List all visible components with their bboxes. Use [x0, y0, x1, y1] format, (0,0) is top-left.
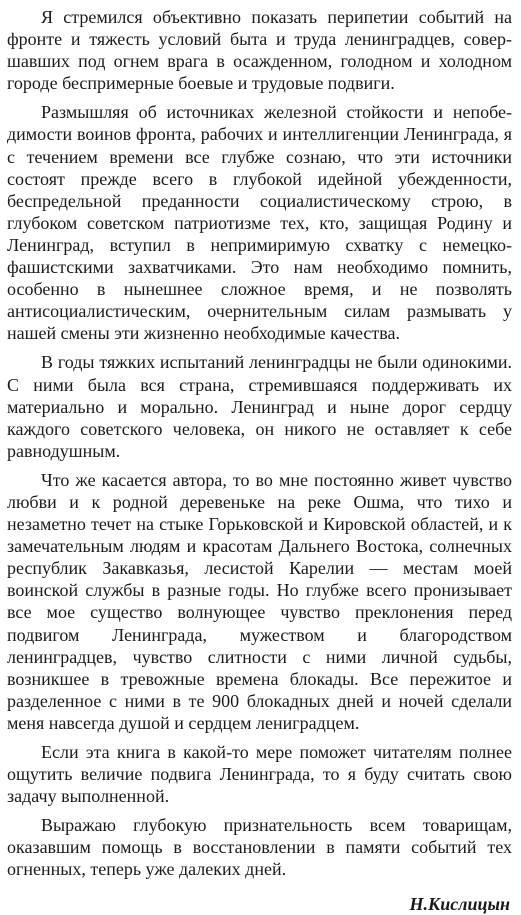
paragraph-3: В годы тяжких испытаний ленинградцы не были одинокими. С ними была вся страна, стремившаяся поддерживать их материально и морально. Ленинград и ныне дорог сердцу каждого советского человека, он никого не оставляет к себе равнодушным. [7, 352, 512, 461]
paragraph-6: Выражаю глубокую признательность всем товарищам, оказавшим помощь в восстановлении в памяти событий тех огненных, теперь уже далеких дней. [7, 815, 512, 880]
paragraph-2: Размышляя об источниках железной стойкости и непобедимости воинов фронта, рабочих и интеллигенции Ленинграда, я с течением времени все глубже сознаю, что эти источники состоят прежде всего в глубокой идейной убежденности, беспредельной преданности социалистическому строю, в глубоком советском патриотизме тех, кто, защищая Родину и Ленинград, вступил в непримиримую схватку с немецко-фашистскими захватчиками. Это нам необходимо помнить, особенно в нынешнее сложное время, и не позволять антисоциалистическим, очернительным силам размывать у нашей смены эти жизненно необходимые качества. [7, 102, 512, 344]
paragraph-5: Если эта книга в какой-то мере поможет читателям полнее ощутить величие подвига Ленинграда, то я буду считать свою задачу выполненной. [7, 742, 512, 807]
paragraph-4: Что же касается автора, то во мне постоянно живет чувство любви и к родной деревеньке на реке Ошма, что тихо и незаметно течет на стыке Горьковской и Кировской областей, и к замечательным людям и красотам Дальнего Востока, солнечных республик Закавказья, лесистой Карелии — местам моей воинской службы в разные годы. Но глубже всего пронизывает все мое существо волнующее чувство преклонения перед подвигом Ленинграда, мужеством и благородством ленинградцев, чувство слитности с ними личной судьбы, возникшее в тревожные времена блокады. Все пережитое и разделенное с ними в те 900 блокадных дней и ночей сделали меня навсегда душой и сердцем лениградцем. [7, 469, 512, 733]
paragraph-1: Я стремился объективно показать перипетии событий на фронте и тяжесть условий быта и труда ленинградцев, совершавших под огнем врага в осажденном, голодном и холодном городе беспримерные боевые и трудовые подвиги. [7, 7, 512, 94]
author-signature: Н.Кислицын [409, 893, 510, 914]
